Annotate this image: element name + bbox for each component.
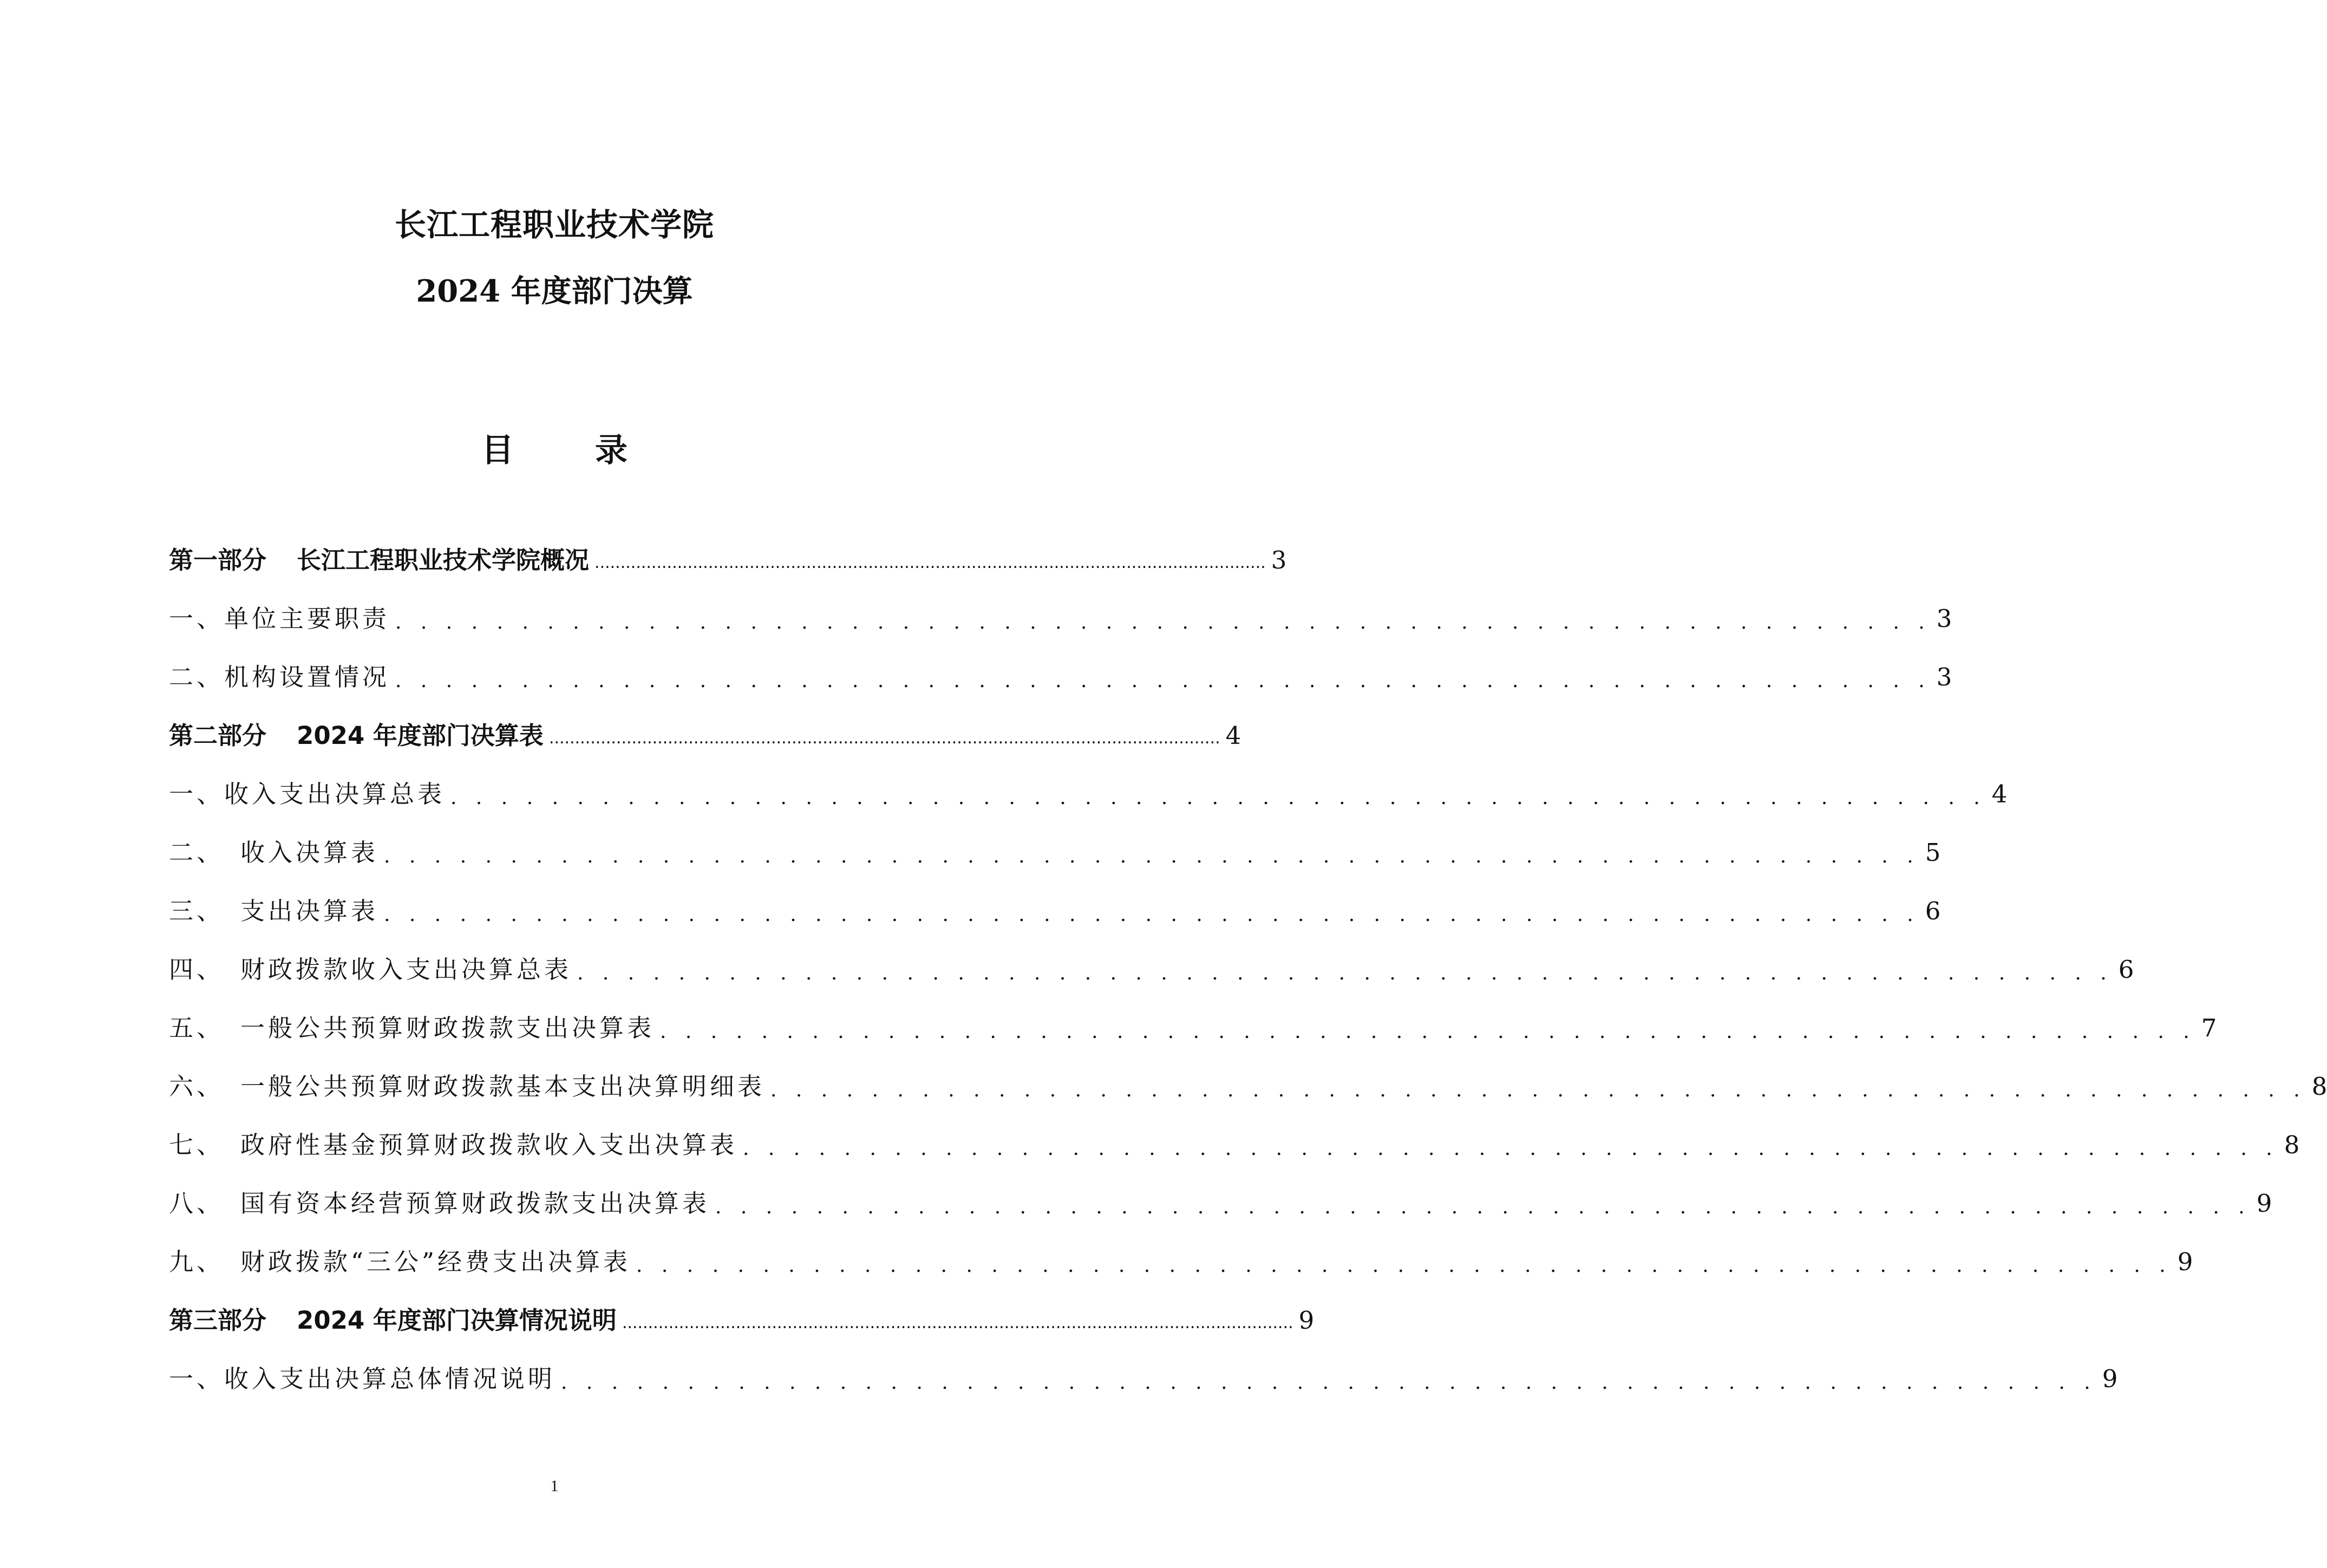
toc-heading-char1: 目 [481, 432, 514, 469]
toc-entry-label: 九、 财政拨款“三公”经费支出决算表 [169, 1247, 631, 1276]
toc-entry-page: 3 [1936, 662, 1952, 691]
dot-leader: .................................................................................................................................. [548, 729, 1220, 748]
toc-entry[interactable] [169, 765, 2008, 823]
toc-entry-label: 五、 一般公共预算财政拨款支出决算表 [169, 1013, 655, 1042]
toc-entry[interactable] [169, 881, 1941, 940]
dot-leader: . . . . . . . . . . . . . . . . . . . . . . . . . . . . . . . . . . . . . . . . . . . . . . . . . . . . . . . . . . . . . [770, 1079, 2306, 1101]
toc-entry[interactable] [169, 648, 1952, 706]
page-number: 1 [550, 1477, 559, 1495]
toc-entry-page: 6 [1925, 896, 1941, 925]
dot-leader: . . . . . . . . . . . . . . . . . . . . . . . . . . . . . . . . . . . . . . . . . . . . . . . . . . . . . . . . . . . . . [743, 1138, 2279, 1160]
toc-entry-page: 9 [2102, 1364, 2118, 1393]
toc-entry-page: 3 [1936, 604, 1952, 633]
toc-entry[interactable] [169, 998, 2217, 1057]
dot-leader: .................................................................................................................................. [594, 553, 1266, 572]
dot-leader: . . . . . . . . . . . . . . . . . . . . . . . . . . . . . . . . . . . . . . . . . . . . . . . . . . . . . . . . . . . . . [395, 670, 1931, 692]
toc-entry-label: 一、收入支出决算总表 [169, 779, 446, 808]
toc-entry-label: 六、 一般公共预算财政拨款基本支出决算明细表 [169, 1072, 766, 1101]
dot-leader: .................................................................................................................................. [622, 1314, 1293, 1332]
toc-entry-page: 7 [2201, 1013, 2217, 1042]
toc-entry-label: 一、单位主要职责 [169, 604, 390, 633]
toc-entry[interactable] [169, 940, 2134, 998]
dot-leader: . . . . . . . . . . . . . . . . . . . . . . . . . . . . . . . . . . . . . . . . . . . . . . . . . . . . . . . . . . . . . [384, 904, 1920, 926]
document-title-line2: 2024 年度部门决算 [416, 273, 693, 309]
toc-entry-label: 二、机构设置情况 [169, 662, 390, 691]
toc-entry-page: 9 [1298, 1305, 1315, 1335]
toc-entry-label: 一、收入支出决算总体情况说明 [169, 1364, 556, 1393]
toc-entry-label: 第三部分 2024 年度部门决算情况说明 [169, 1305, 617, 1335]
table-of-contents [169, 531, 2327, 1408]
dot-leader: . . . . . . . . . . . . . . . . . . . . . . . . . . . . . . . . . . . . . . . . . . . . . . . . . . . . . . . . . . . . . [715, 1196, 2251, 1218]
dot-leader: . . . . . . . . . . . . . . . . . . . . . . . . . . . . . . . . . . . . . . . . . . . . . . . . . . . . . . . . . . . . . [450, 787, 1986, 809]
toc-entry-page: 9 [2177, 1247, 2193, 1276]
toc-entry-page: 5 [1925, 838, 1941, 867]
toc-entry[interactable] [169, 1115, 2300, 1174]
toc-heading-char2: 录 [595, 432, 627, 469]
dot-leader: . . . . . . . . . . . . . . . . . . . . . . . . . . . . . . . . . . . . . . . . . . . . . . . . . . . . . . . . . . . . . [384, 845, 1920, 867]
toc-entry-label: 四、 财政拨款收入支出决算总表 [169, 955, 572, 984]
toc-entry[interactable] [169, 1232, 2193, 1291]
toc-entry-label: 第一部分 长江工程职业技术学院概况 [169, 545, 590, 574]
toc-entry-label: 三、 支出决算表 [169, 896, 379, 925]
toc-entry-label: 第二部分 2024 年度部门决算表 [169, 721, 544, 750]
toc-entry[interactable] [169, 1057, 2327, 1115]
toc-heading [0, 424, 1109, 471]
toc-entry[interactable] [169, 1349, 2118, 1408]
toc-entry[interactable] [169, 823, 1941, 881]
toc-entry-page: 4 [1991, 779, 2008, 808]
toc-entry[interactable] [169, 1174, 2272, 1232]
toc-entry-page: 6 [2118, 955, 2134, 984]
toc-entry-page: 4 [1225, 721, 1241, 750]
toc-entry-page: 8 [2284, 1130, 2300, 1159]
dot-leader: . . . . . . . . . . . . . . . . . . . . . . . . . . . . . . . . . . . . . . . . . . . . . . . . . . . . . . . . . . . . . [395, 611, 1931, 633]
toc-entry-page: 9 [2256, 1188, 2272, 1218]
document-title-line1: 长江工程职业技术学院 [394, 206, 714, 243]
dot-leader: . . . . . . . . . . . . . . . . . . . . . . . . . . . . . . . . . . . . . . . . . . . . . . . . . . . . . . . . . . . . . [561, 1371, 2097, 1394]
toc-entry-label: 二、 收入决算表 [169, 838, 379, 867]
toc-entry-page: 3 [1271, 545, 1287, 574]
toc-entry-part-1[interactable] [169, 531, 1287, 589]
dot-leader: . . . . . . . . . . . . . . . . . . . . . . . . . . . . . . . . . . . . . . . . . . . . . . . . . . . . . . . . . . . . . [660, 1021, 2196, 1043]
toc-entry-part-3[interactable] [169, 1291, 1315, 1349]
toc-entry-label: 七、 政府性基金预算财政拨款收入支出决算表 [169, 1130, 738, 1159]
toc-entry-label: 八、 国有资本经营预算财政拨款支出决算表 [169, 1188, 710, 1218]
toc-entry-page: 8 [2311, 1072, 2327, 1101]
toc-entry[interactable] [169, 589, 1952, 648]
dot-leader: . . . . . . . . . . . . . . . . . . . . . . . . . . . . . . . . . . . . . . . . . . . . . . . . . . . . . . . . . . . . . [636, 1255, 2172, 1277]
toc-entry-part-2[interactable] [169, 706, 1241, 765]
dot-leader: . . . . . . . . . . . . . . . . . . . . . . . . . . . . . . . . . . . . . . . . . . . . . . . . . . . . . . . . . . . . . [577, 962, 2113, 984]
